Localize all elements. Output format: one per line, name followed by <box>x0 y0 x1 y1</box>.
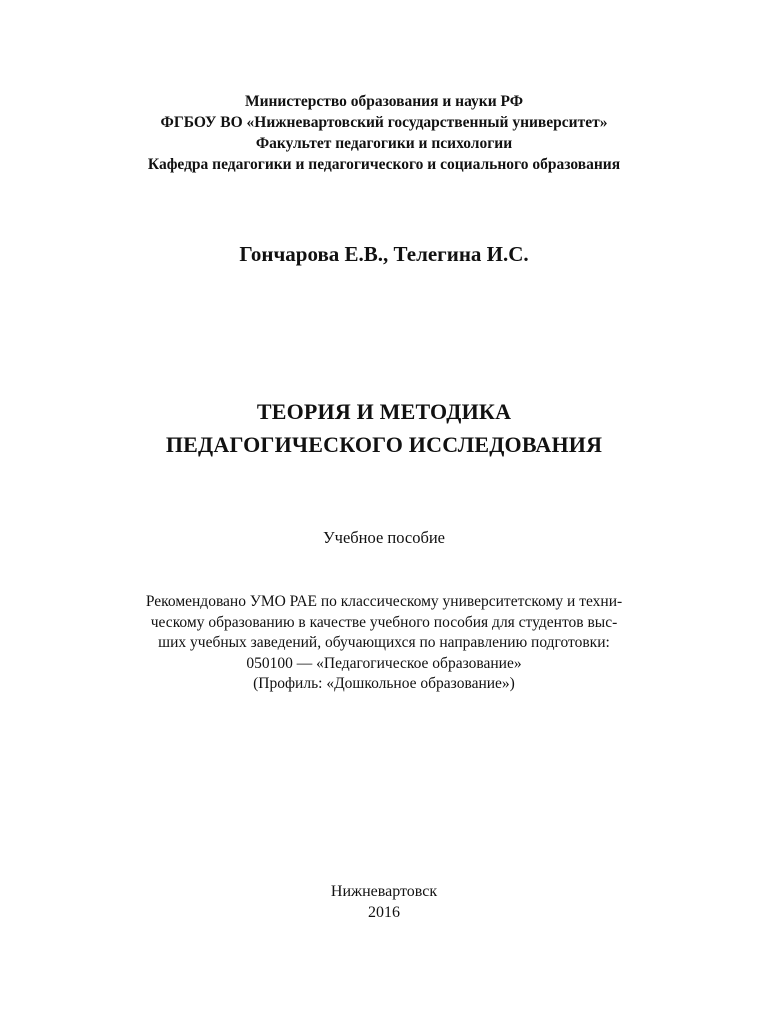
authors <box>0 240 768 268</box>
city: Нижневартовск <box>330 883 438 900</box>
imprint <box>0 881 768 923</box>
recommendation-line-4: 050100 — «Педагогическое образование» <box>246 654 522 672</box>
book-title-line-1: ТЕОРИЯ И МЕТОДИКА <box>256 399 512 424</box>
recommendation-line-3: ших учебных заведений, обучающихся по направлению подготовки: <box>158 634 610 651</box>
recommendation-line-5: (Профиль: «Дошкольное образование») <box>253 675 515 692</box>
university-line: ФГБОУ ВО «Нижневартовский государственный университет» <box>160 114 608 131</box>
department-line: Кафедра педагогики и педагогического и социального образования <box>147 156 621 173</box>
book-title <box>0 395 768 461</box>
book-type-line: Учебное пособие <box>322 528 446 547</box>
year: 2016 <box>368 904 400 921</box>
recommendation-line-2: ческому образованию в качестве учебного пособия для студентов выс- <box>150 613 618 631</box>
institution-header <box>0 91 768 175</box>
book-type <box>0 527 768 549</box>
ministry-line: Министерство образования и науки РФ <box>244 93 524 110</box>
book-title-line-2: ПЕДАГОГИЧЕСКОГО ИССЛЕДОВАНИЯ <box>165 432 603 457</box>
faculty-line: Факультет педагогики и психологии <box>255 135 513 152</box>
authors-line: Гончарова Е.В., Телегина И.С. <box>239 242 529 266</box>
recommendation-text <box>0 592 768 695</box>
recommendation-line-1: Рекомендовано УМО РАЕ по классическому университетскому и техни- <box>145 593 623 610</box>
